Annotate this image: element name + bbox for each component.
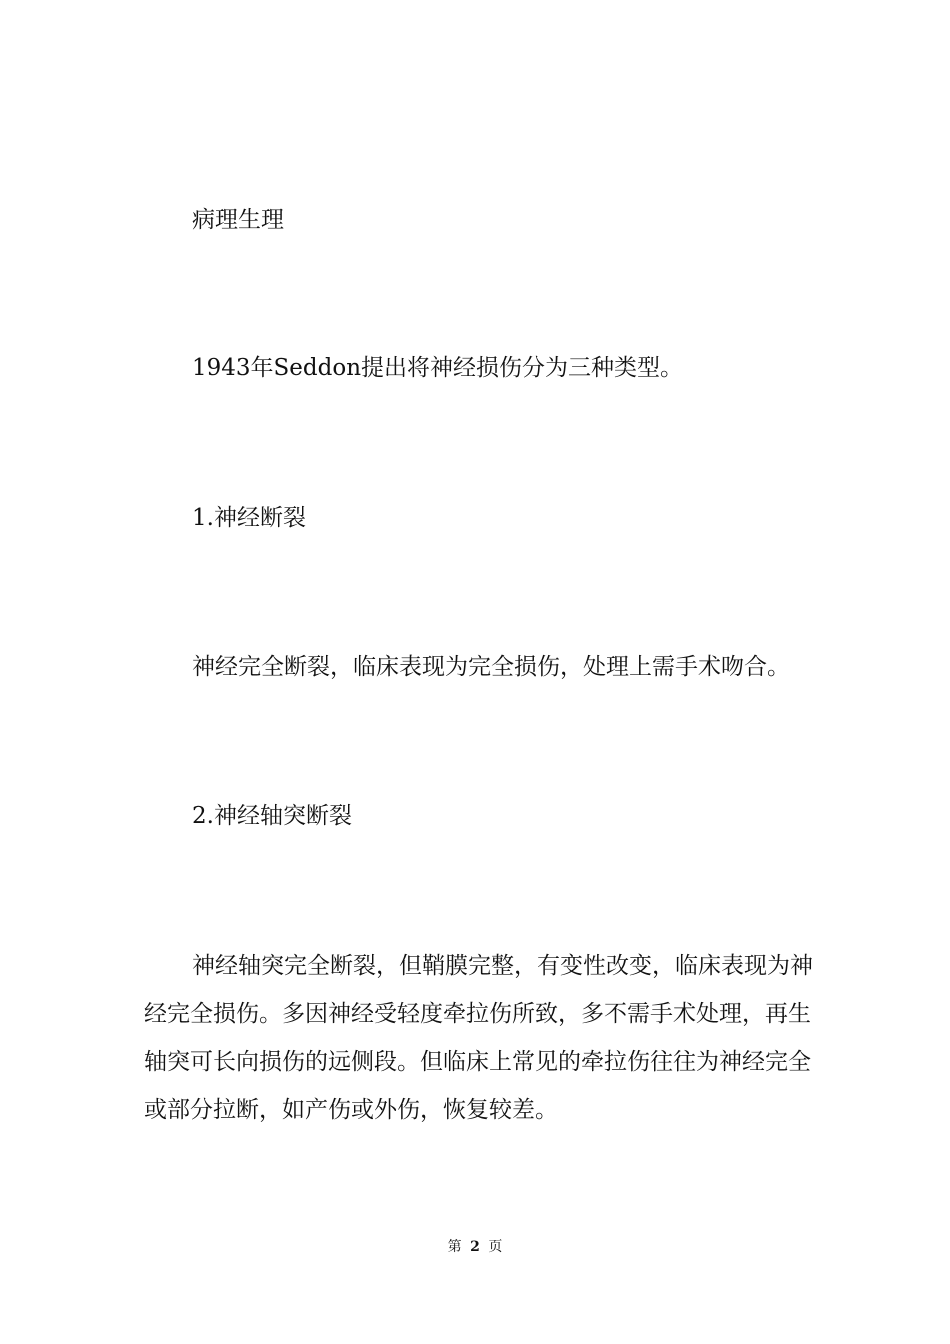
footer-suffix: 页 xyxy=(488,1239,503,1255)
page-number: 2 xyxy=(470,1239,480,1255)
item-2-body: 神经轴突完全断裂，但鞘膜完整，有变性改变，临床表现为神经完全损伤。多因神经受轻度牵拉伤所致，多不需手术处理，再生轴突可长向损伤的远侧段。但临床上常见的牵拉伤往往为神经完全或部分拉断，如产伤或外伤，恢复较差。 xyxy=(144,953,813,1123)
intro-paragraph: 1943年Seddon提出将神经损伤分为三种类型。 xyxy=(192,355,684,381)
item-1-body: 神经完全断裂，临床表现为完全损伤，处理上需手术吻合。 xyxy=(192,654,790,680)
item-2-title: 2.神经轴突断裂 xyxy=(192,803,352,829)
footer-prefix: 第 xyxy=(447,1239,462,1255)
page-footer xyxy=(0,1236,950,1256)
section-heading: 病理生理 xyxy=(192,207,284,233)
item-1-title: 1.神经断裂 xyxy=(192,505,306,531)
